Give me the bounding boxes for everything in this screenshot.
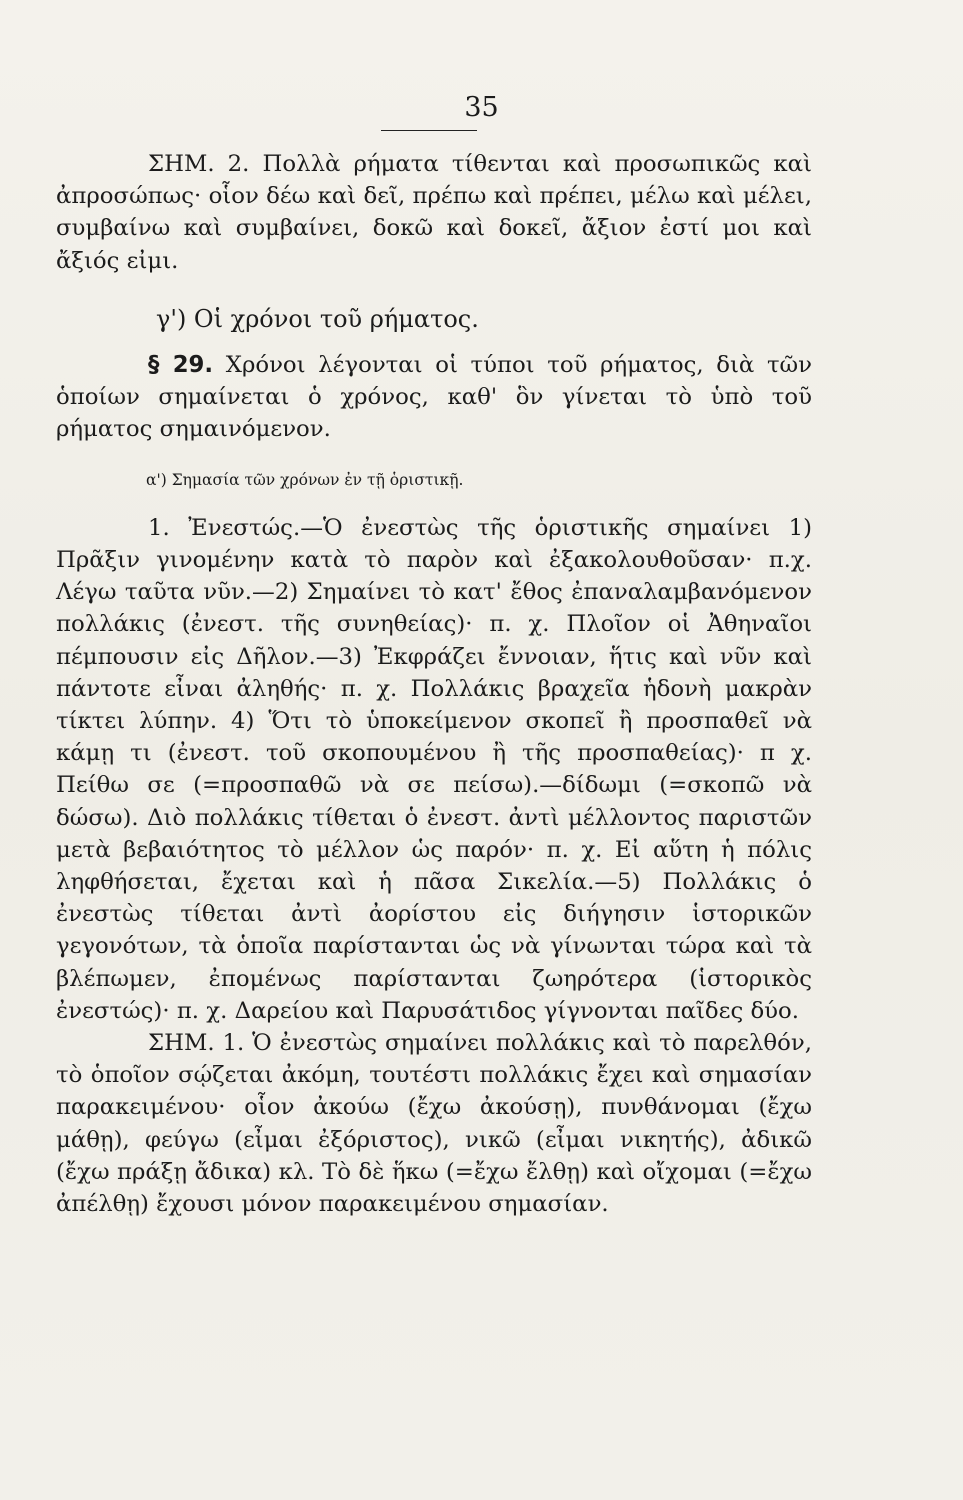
section-29-text: Χρόνοι λέγονται οἱ τύποι τοῦ ρήματος, διὰ τῶν ὁποίων σημαίνεται ὁ χρόνος, καθ' ὃν γίνεται τὸ ὑπὸ τοῦ ρήματος σημαινόμενον. [56,352,812,443]
paragraph-present-tense: 1. Ἐνεστώς.—Ὁ ἐνεστὼς τῆς ὁριστικῆς σημαίνει 1) Πρᾶξιν γινομένην κατὰ τὸ παρὸν καὶ ἐξακολουθοῦσαν· π.χ. Λέγω ταῦτα νῦν.—2) Σημαίνει τὸ κατ' ἔθος ἐπαναλαμβανόμενον πολλάκις (ἐνεστ. τῆς συνηθείας)· π. χ. Πλοῖον οἱ Ἀθηναῖοι πέμπουσιν εἰς Δῆλον.—3) Ἐκφράζει ἔννοιαν, ἥτις καὶ νῦν καὶ πάντοτε εἶναι ἀληθής· π. χ. Πολλάκις βραχεῖα ἡδονὴ μακρὰν τίκτει λύπην. 4) Ὅτι τὸ ὑποκείμενον σκοπεῖ ἢ προσπαθεῖ νὰ κάμῃ τι (ἐνεστ. τοῦ σκοπουμένου ἢ τῆς προσπαθείας)· π χ. Πείθω σε (=προσπαθῶ νὰ σε πείσω).—δίδωμι (=σκοπῶ νὰ δώσω). Διὸ πολλάκις τίθεται ὁ ἐνεστ. ἀντὶ μέλλοντος παριστῶν μετὰ βεβαιότητος τὸ μέλλον ὡς παρόν· π. χ. Εἰ αὕτη ἡ πόλις ληφθήσεται, ἔχεται καὶ ἡ πᾶσα Σικελία.—5) Πολλάκις ὁ ἐνεστὼς τίθεται ἀντὶ ἀορίστου εἰς διήγησιν ἱστορικῶν γεγονότων, τὰ ὁποῖα παρίστανται ὡς νὰ γίνωνται τώρα καὶ τὰ βλέπωμεν, ἐπομένως παρίστανται ζωηρότερα (ἱστορικὸς ἐνεστώς)· π. χ. Δαρείου καὶ Παρυσάτιδος γίγνονται παῖδες δύο. [56,514,812,1024]
page-number-rule [381,130,477,131]
paragraph-sem2: ΣΗΜ. 2. Πολλὰ ρήματα τίθενται καὶ προσωπικῶς καὶ ἀπροσώπως· οἷον δέω καὶ δεῖ, πρέπω καὶ πρέπει, μέλω καὶ μέλει, συμβαίνω καὶ συμβαίνει, δοκῶ καὶ δοκεῖ, ἄξιον ἐστί μοι καὶ ἄξιός εἰμι. [56,151,812,274]
paragraph-sem1: ΣΗΜ. 1. Ὁ ἐνεστὼς σημαίνει πολλάκις καὶ τὸ παρελθόν, τὸ ὁποῖον σῴζεται ἀκόμη, τουτέστι πολλάκις ἔχει καὶ σημασίαν παρακειμένου· οἷον ἀκούω (ἔχω ἀκούσῃ), πυνθάνομαι (ἔχω μάθῃ), φεύγω (εἶμαι ἐξόριστος), νικῶ (εἶμαι νικητής), ἀδικῶ (ἔχω πράξῃ ἄδικα) κλ. Τὸ δὲ ἥκω (=ἔχω ἔλθῃ) καὶ οἴχομαι (=ἔχω ἀπέλθῃ) ἔχουσι μόνον παρακειμένου σημασίαν. [56,1030,812,1218]
paragraph-section-29 [56,349,812,446]
page-text [56,148,812,1220]
page-number: 35 [464,92,499,123]
subheading-indicative: α') Σημασία τῶν χρόνων ἐν τῇ ὁριστικῇ. [146,470,464,489]
section-number: § 29. [148,352,214,379]
section-heading-tenses: γ') Οἱ χρόνοι τοῦ ρήματος. [156,304,479,333]
